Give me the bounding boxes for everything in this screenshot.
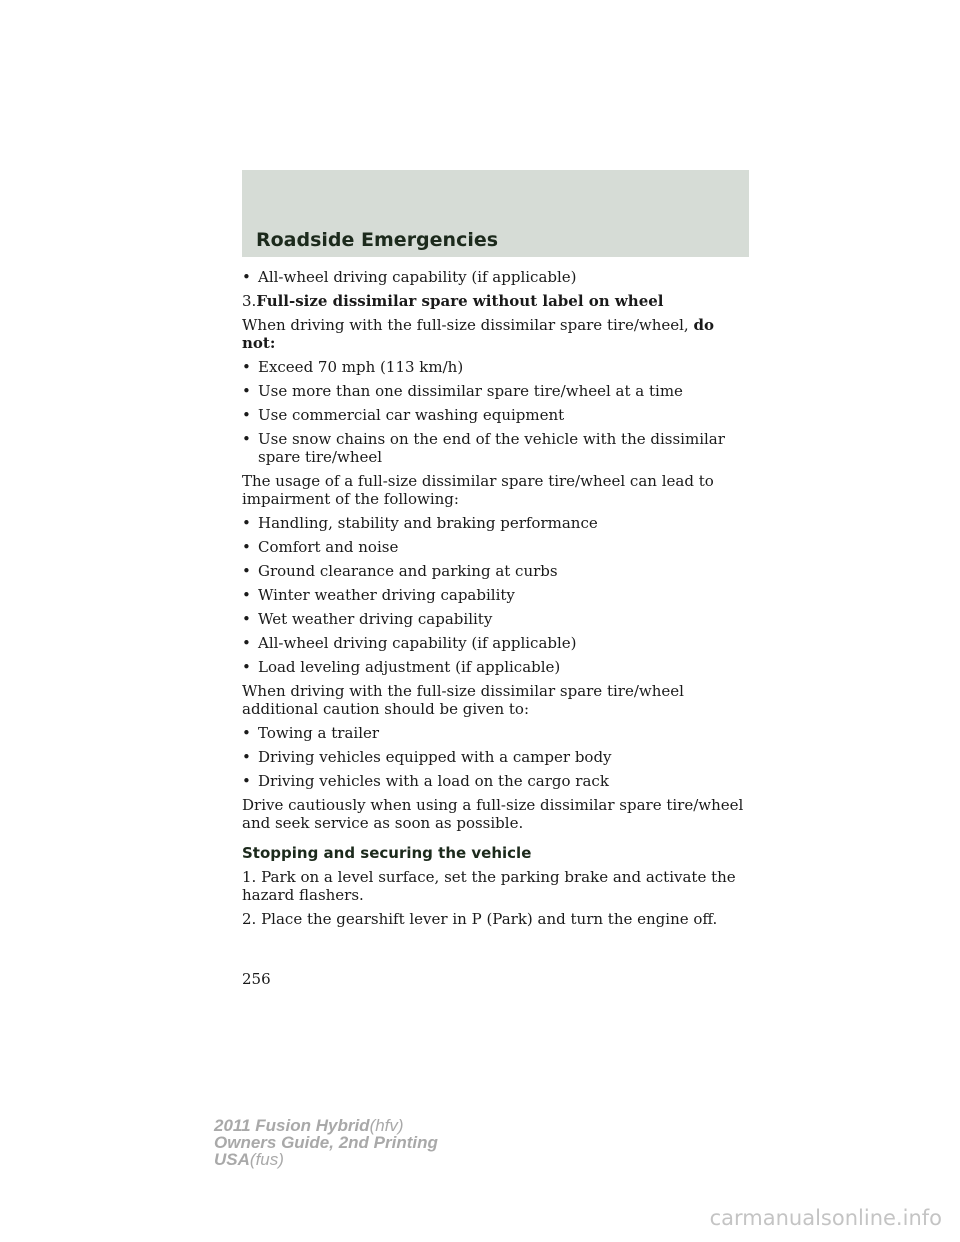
list-item: • Driving vehicles with a load on the cargo rack <box>242 772 609 790</box>
bullet-icon: • <box>242 514 251 532</box>
bullet-icon: • <box>242 538 251 556</box>
list-item: • All-wheel driving capability (if applicable) <box>242 634 577 652</box>
caution-list <box>242 724 752 790</box>
bullet-item <box>242 268 752 286</box>
item-3-heading <box>242 292 752 310</box>
bullet-icon: • <box>242 406 251 424</box>
list-item: • Wet weather driving capability <box>242 610 493 628</box>
bullet-text: All-wheel driving capability (if applicable) <box>258 268 577 286</box>
page-content <box>242 268 752 934</box>
footer-line-3: USA(fus) <box>214 1150 284 1169</box>
intro-paragraph-2: The usage of a full-size dissimilar spare tire/wheel can lead to impairment of the following: <box>242 472 714 508</box>
item-3-title: Full-size dissimilar spare without label on wheel <box>256 292 664 310</box>
list-item: • Towing a trailer <box>242 724 380 742</box>
bullet-icon: • <box>242 634 251 652</box>
step-2: 2. Place the gearshift lever in P (Park) and turn the engine off. <box>242 910 718 928</box>
impairment-list <box>242 514 752 676</box>
list-item: • Load leveling adjustment (if applicable) <box>242 658 561 676</box>
intro-paragraph-3: When driving with the full-size dissimilar spare tire/wheel additional caution should be given to: <box>242 682 684 718</box>
do-not-list <box>242 358 752 466</box>
step-1: 1. Park on a level surface, set the parking brake and activate the hazard flashers. <box>242 868 736 904</box>
do-not-label: do not: <box>242 316 714 352</box>
bullet-icon: • <box>242 562 251 580</box>
page-number: 256 <box>242 970 271 988</box>
intro-paragraph-1: When driving with the full-size dissimilar spare tire/wheel, do not: <box>242 316 714 352</box>
footer-line-2: Owners Guide, 2nd Printing <box>214 1133 438 1152</box>
list-item: • Handling, stability and braking performance <box>242 514 598 532</box>
list-item: • Ground clearance and parking at curbs <box>242 562 558 580</box>
section-header-band <box>242 170 749 257</box>
list-item: • Comfort and noise <box>242 538 399 556</box>
list-item: • Driving vehicles equipped with a camper body <box>242 748 612 766</box>
bullet-icon: • <box>242 358 251 376</box>
bullet-icon: • <box>242 748 251 766</box>
bullet-icon: • <box>242 610 251 628</box>
closing-paragraph: Drive cautiously when using a full-size dissimilar spare tire/wheel and seek service as soon as possible. <box>242 796 744 832</box>
item-3-number: 3. <box>242 292 257 310</box>
bullet-icon: • <box>242 658 251 676</box>
watermark: carmanualsonline.info <box>709 1206 942 1230</box>
document-footer <box>214 1117 438 1168</box>
list-item: • Use snow chains on the end of the vehicle with the dissimilar spare tire/wheel <box>242 430 725 466</box>
bullet-icon: • <box>242 772 251 790</box>
footer-line-1: 2011 Fusion Hybrid(hfv) <box>214 1116 404 1135</box>
list-item: • Exceed 70 mph (113 km/h) <box>242 358 464 376</box>
section-title: Roadside Emergencies <box>256 229 499 251</box>
bullet-icon: • <box>242 382 251 400</box>
subheading: Stopping and securing the vehicle <box>242 844 532 862</box>
list-item: • Use more than one dissimilar spare tire/wheel at a time <box>242 382 683 400</box>
bullet-icon: • <box>242 724 251 742</box>
bullet-icon: • <box>242 268 251 286</box>
list-item: • Winter weather driving capability <box>242 586 515 604</box>
bullet-icon: • <box>242 430 251 448</box>
list-item: • Use commercial car washing equipment <box>242 406 565 424</box>
bullet-icon: • <box>242 586 251 604</box>
